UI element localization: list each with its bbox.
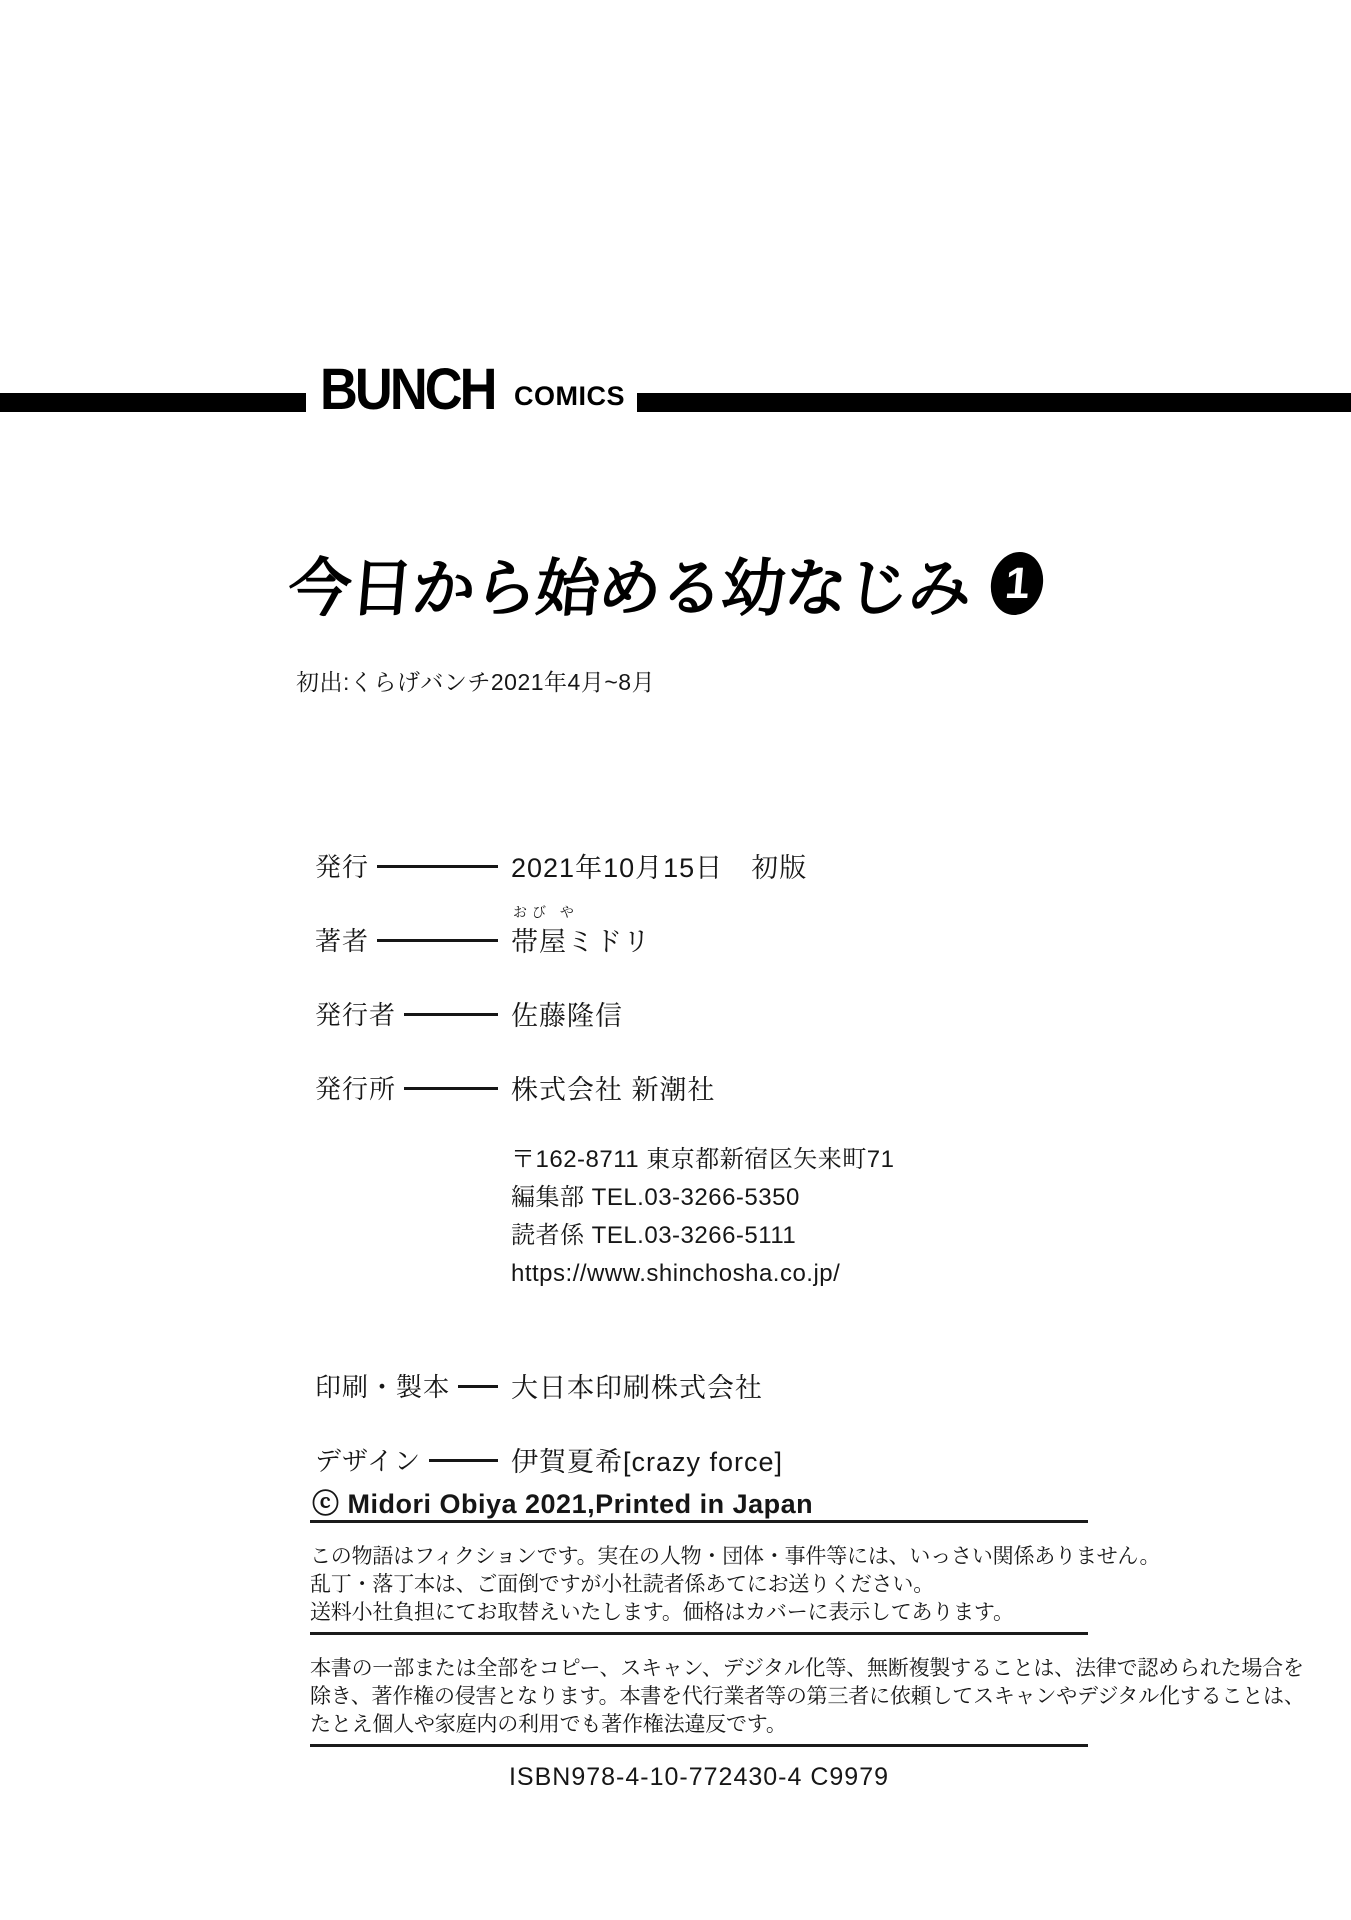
colophon — [315, 845, 1095, 1513]
publisher-details — [511, 1141, 1095, 1293]
book-title-text: 今日から始める幼なじみ — [285, 554, 974, 624]
row-head — [315, 921, 511, 958]
row-value-text: 伊賀夏希[crazy force] — [511, 1446, 784, 1477]
logo-sub-text: COMICS — [514, 381, 625, 411]
colophon-row — [315, 993, 1095, 1033]
notice-line: 送料小社負担にてお取替えいたします。価格はカバーに表示してあります。 — [310, 1601, 1014, 1624]
row-value-text: 大日本印刷株式会社 — [511, 1372, 763, 1403]
row-label: 発行者 — [315, 999, 397, 1030]
leader-line — [404, 1087, 498, 1090]
publisher-detail-line: 読者係 TEL.03-3266-5111 — [511, 1222, 797, 1249]
notice-line: 除き、著作権の侵害となります。本書を代行業者等の第三者に依頼してスキャンやデジタル化することは、 — [310, 1685, 1305, 1708]
leader-line — [377, 939, 498, 942]
row-label: 発行 — [315, 851, 370, 882]
notice-block-2 — [310, 1635, 1305, 1744]
row-value-text: 佐藤隆信 — [511, 1000, 623, 1031]
row-value — [511, 994, 623, 1033]
row-head — [315, 847, 511, 884]
volume-number: 1 — [1003, 558, 1031, 608]
notice-block-1 — [310, 1523, 1161, 1632]
colophon-row — [315, 845, 1095, 885]
logo-left-bar — [0, 393, 306, 412]
first-run-note: 初出:くらげバンチ2021年4月~8月 — [296, 669, 656, 695]
furigana: おび や — [513, 903, 579, 920]
publisher-url[interactable]: https://www.shinchosha.co.jp/ — [511, 1260, 841, 1287]
row-value-text: 帯屋ミドリ — [511, 926, 651, 957]
row-value-text: 株式会社 新潮社 — [511, 1074, 716, 1105]
colophon-row — [315, 1365, 1095, 1405]
leader-line — [404, 1013, 498, 1016]
row-value — [511, 846, 807, 885]
leader-line — [377, 865, 498, 868]
colophon-row — [315, 1439, 1095, 1479]
publisher-detail-line: 編集部 TEL.03-3266-5350 — [511, 1184, 800, 1211]
logo-right-bar — [637, 393, 1351, 412]
notice-line: 本書の一部または全部をコピー、スキャン、デジタル化等、無断複製することは、法律で認められた場合を — [310, 1657, 1304, 1680]
notice-line: この物語はフィクションです。実在の人物・団体・事件等には、いっさい関係ありません。 — [310, 1545, 1161, 1568]
leader-line — [458, 1385, 498, 1388]
logo-band — [0, 356, 1351, 422]
copyright-line: ⓒ Midori Obiya 2021,Printed in Japan — [312, 1489, 814, 1519]
row-label: 印刷・製本 — [315, 1371, 451, 1402]
publisher-detail-line: 〒162-8711 東京都新宿区矢来町71 — [511, 1146, 895, 1173]
row-value — [511, 1366, 763, 1405]
colophon-row — [315, 1067, 1095, 1107]
notice-line: 乱丁・落丁本は、ご面倒ですが小社読者係あてにお送りください。 — [310, 1573, 934, 1596]
isbn-line: ISBN978-4-10-772430-4 C9979 — [508, 1763, 889, 1791]
row-head — [315, 1069, 511, 1106]
leader-line — [429, 1459, 498, 1462]
row-label: 著者 — [315, 925, 370, 956]
row-head — [315, 1441, 511, 1478]
row-value — [511, 903, 651, 959]
row-value — [511, 1440, 783, 1479]
row-head — [315, 995, 511, 1032]
colophon-row — [315, 903, 1095, 959]
logo-brand-text: BUNCH — [320, 356, 495, 422]
notices-section — [310, 1520, 1305, 1792]
row-label: 発行所 — [315, 1073, 397, 1104]
book-title — [285, 538, 1047, 629]
row-label: デザイン — [315, 1445, 422, 1476]
notice-line: たとえ個人や家庭内の利用でも著作権法違反です。 — [310, 1713, 787, 1736]
row-head — [315, 1367, 511, 1404]
row-value-text: 2021年10月15日 初版 — [511, 852, 808, 883]
row-value — [511, 1068, 716, 1107]
notice-divider — [310, 1744, 1088, 1747]
volume-badge — [988, 552, 1046, 615]
